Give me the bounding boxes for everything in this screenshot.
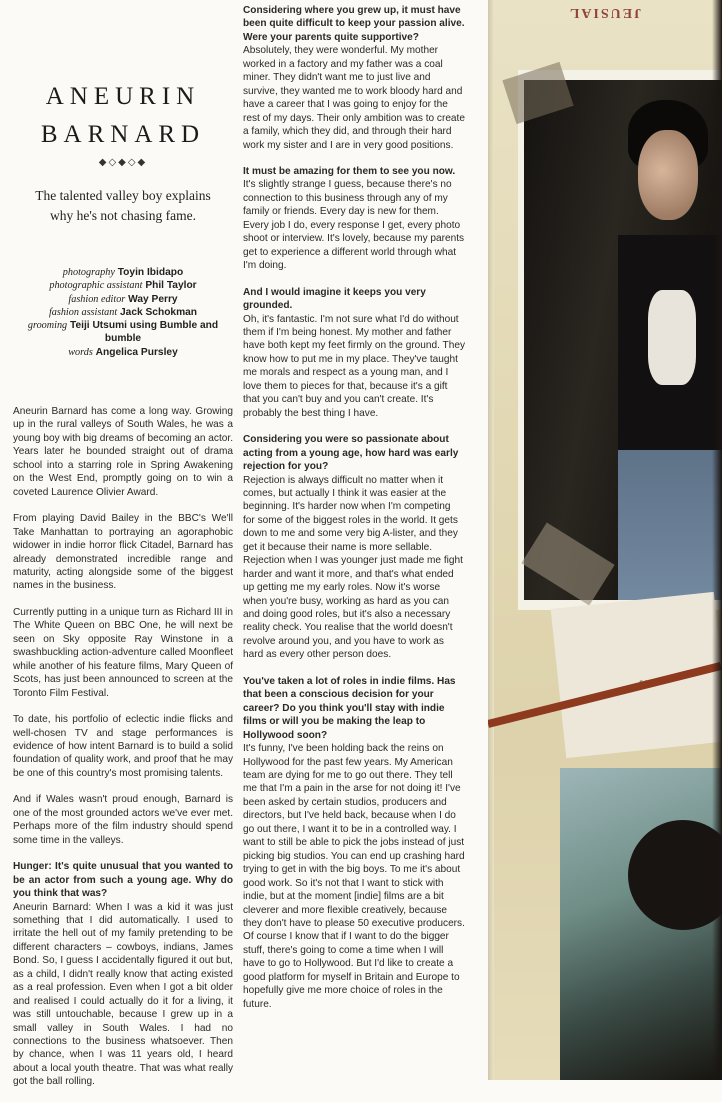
interview-answer: Absolutely, they were wonderful. My mother worked in a factory and my father was a coal miner. They didn't want me to just live and survive, they wanted me to work bloody hard and have a career that I was going to enjoy for the rest of my days. Their only ambition was to create a family, which they did, and through their hard work my sister and I are in very good positions. <box>243 45 465 151</box>
article-title <box>20 78 226 154</box>
article-column-right <box>243 4 465 1024</box>
body-paragraph: From playing David Bailey in the BBC's We'll Take Manhattan to portraying an agoraphobic widower in indie horror flick Citadel, Barnard has already demonstrated incredible range and maturity, acting alongside some of the biggest names in the business. <box>13 513 233 592</box>
interview-answer: Rejection is always difficult no matter when it comes, but actually I think it was easier at the beginning. It's harder now when I'm competing for some of the biggest roles in the world. It gets down to me and some very big A-lister, and they get it because their name is more sellable. Rejection when I was younger just made me fight harder and want it more, and that's what ended up getting me my early roles. Now it's worse when you're busy, working as hard as you can and doing good roles, but it's also a necessary reality check. You realise that the world doesn't revolve around you, and you have to work as hard as every other person does. <box>243 474 463 661</box>
standfirst: The talented valley boy explains why he's not chasing fame. <box>35 188 211 223</box>
interview-question: Hunger: It's quite unusual that you wanted to be an actor from such a young age. Why do you think that was? <box>13 861 233 900</box>
credit-line: grooming Teiji Utsumi using Bumble and bumble <box>27 320 219 345</box>
credit-line: photographic assistant Phil Taylor <box>49 280 197 292</box>
interview-question: Considering you were so passionate about acting from a young age, how hard was early rejection for you? <box>243 434 459 473</box>
credit-line: fashion editor Way Perry <box>68 293 178 305</box>
page-edge-shadow <box>712 0 722 1080</box>
interview-question: You've taken a lot of roles in indie films. Has that been a conscious decision for your career? Do you think you'll stay with indie films or will you be making the leap to Hollywood soon? <box>243 675 456 741</box>
interview-question: And I would imagine it keeps you very grounded. <box>243 286 426 312</box>
interview-answer: It's funny, I've been holding back the reins on Hollywood for the past few years. My American team are dying for me to go out there. They tell me that I'm a pain in the arse for not doing it! I've been asked by certain studios, producers and directors, but I've held back, because when I do go out there, I want it to be in a controlled way. I want to still be able to pick the jobs instead of just picking big studios. You can end up crashing hard trying to get in with the big boys. To me it's about good work. So it's not that I want to stick with indie, but at the moment [indie] films are a bit cleverer and more flexible creatively, because they don't have to please 50 executive producers. Of course I know that if I want to do the bigger stuff, there's going to come a time when I will have to go to Hollywood. But I'd like to create a good platform for myself in Britain and Europe to hopefully give me more choice of roles in the future. <box>243 743 465 1010</box>
subject-face <box>638 130 698 220</box>
interview-answer: It's slightly strange I guess, because there's no connection to this business through any of my family or friends. Every day is new for them. Every job I do, every response I get, every photo shoot or interview. It's lovely, because my parents get to experience a different world through what I'm doing. <box>243 179 465 272</box>
subject-jeans <box>618 450 722 600</box>
collage-photo <box>488 0 722 1080</box>
body-paragraph: To date, his portfolio of eclectic indie flicks and well-chosen TV and stage performances is evidence of how intent Barnard is to build a solid foundation of quality work, and proof that he may be one of this country's most promising talents. <box>13 714 233 779</box>
collage-stamp-text: JEUSIAL <box>568 5 642 20</box>
shirt-print <box>648 290 696 385</box>
title-line-2: BARNARD <box>40 121 206 148</box>
intro-paragraph: Aneurin Barnard has come a long way. Growing up in the rural valleys of South Wales, he was a young boy with big dreams of becoming an actor. Years later he bounded straight out of drama school into a starring role in Spring Awakening on the West End, promptly going on to win a coveted Laurence Olivier Award. <box>13 406 233 498</box>
page-gutter <box>488 0 494 1080</box>
credit-line: photography Toyin Ibidapo <box>62 267 184 278</box>
credit-line: words Angelica Pursley <box>68 346 178 358</box>
article-column-left <box>13 405 233 1102</box>
interview-answer: Oh, it's fantastic. I'm not sure what I'd do without them if I'm being honest. My mother and father have both kept my feet firmly on the ground. They know how to put me in my place. They've taught me morals and respect as a young man, and I love them to pieces for that, because it's a gift that you can't buy and you can't create. It's probably the best thing I have. <box>243 313 465 419</box>
interview-answer: Aneurin Barnard: When I was a kid it was just something that I did automatically. I used to irritate the hell out of my family pretending to be different characters – cowboys, indians, James Bond. So, I guess I accidentally figured it out but, as a child, I didn't really know that acting existed as a real profession. Even when I got a bit older and realised I could actually do it for a living, it was still untouchable, because I grew up in a small valley in South Wales. I had no connections to the business whatsoever. Then by chance, when I was 11 years old, I heard about a local youth theatre. That was what really got the ball rolling. <box>13 901 233 1088</box>
body-paragraph: Currently putting in a unique turn as Richard III in The White Queen on BBC One, he will next be seen on Sky opposite Ray Winstone in a swashbuckling action-adventure called Moonfleet while another of his feature films, Mary Queen of Scots, has just been announced to screen at the Toronto Film Festival. <box>13 606 233 699</box>
interview-question: Considering where you grew up, it must have been quite difficult to keep your passion alive. Were your parents quite supportive? <box>243 5 465 43</box>
interview-question: It must be amazing for them to see you now. <box>243 165 456 177</box>
credits-block <box>20 266 226 359</box>
ornament-divider: ◆◇◆◇◆ <box>98 157 148 168</box>
title-line-1: ANEURIN <box>45 83 201 110</box>
body-paragraph: And if Wales wasn't proud enough, Barnard is one of the most grounded actors we've ever met. Perhaps more of the film industry should spend some time in the valleys. <box>13 794 233 846</box>
credit-line: fashion assistant Jack Schokman <box>48 306 198 318</box>
